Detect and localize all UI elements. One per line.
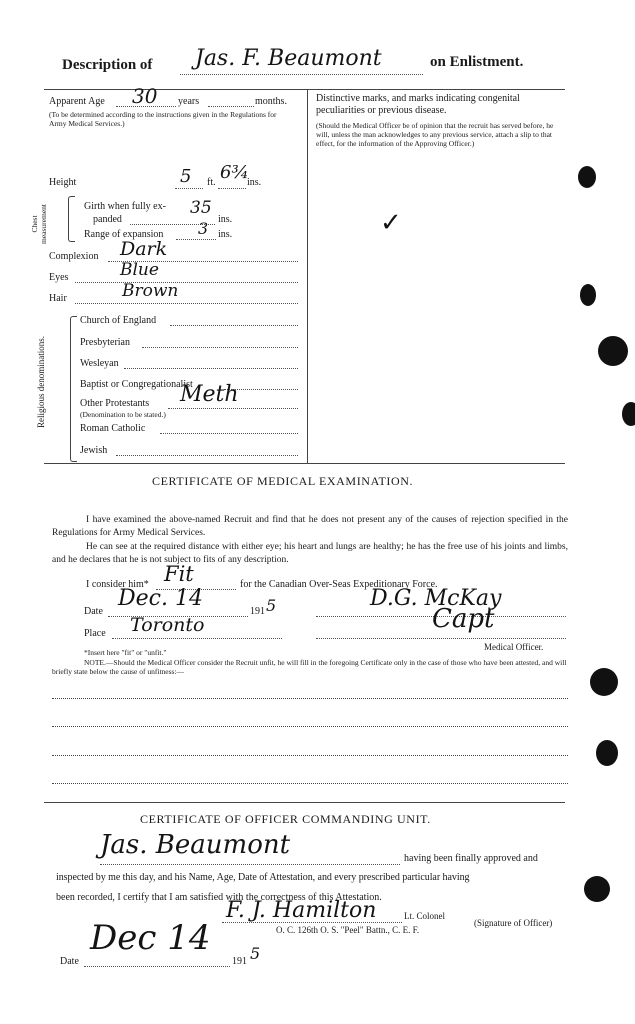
medical-officer-signature: D.G. McKay [370, 586, 502, 611]
commanding-line1-suffix: having been finally approved and [404, 853, 538, 864]
punch-hole-1 [578, 166, 596, 188]
commanding-heading: CERTIFICATE OF OFFICER COMMANDING UNIT. [140, 812, 431, 826]
line-church-of-england [170, 325, 298, 326]
punch-hole-2 [580, 284, 596, 306]
chest-bracket [68, 196, 75, 242]
top-rule [44, 89, 565, 90]
title-suffix: on Enlistment. [430, 54, 524, 70]
medical-year-digit: 5 [266, 596, 277, 615]
line-jewish [116, 455, 298, 456]
hair-value: Brown [122, 281, 179, 301]
eyes-value: Blue [120, 260, 159, 280]
complexion-label: Complexion [49, 251, 99, 262]
title-name-line [180, 74, 423, 75]
religion-bracket [70, 316, 77, 462]
punch-hole-6 [596, 740, 618, 766]
girth-label-1: Girth when fully ex- [84, 201, 166, 212]
months-line [208, 106, 254, 107]
recruit-name: Jas. F. Beaumont [195, 46, 382, 71]
medical-date-value: Dec. 14 [118, 586, 203, 611]
description-bottom-rule [44, 463, 565, 464]
chest-label: Chest measurement [30, 204, 48, 244]
hair-line [75, 303, 298, 304]
medical-officer-rank: Capt [432, 604, 495, 634]
other-protestants-value: Meth [180, 382, 239, 407]
commanding-line3: been recorded, I certify that I am satisfied with the correctness of this Attestation. [56, 892, 382, 903]
expansion-label: Range of expansion [84, 229, 164, 240]
denomination-presbyterian: Presbyterian [80, 337, 130, 348]
commanding-year-digit: 5 [250, 944, 261, 963]
punch-hole-5 [590, 668, 618, 696]
height-inches-label: ins. [247, 177, 262, 188]
commanding-line2: inspected by me this day, and his Name, Age, Date of Attestation, and every prescribed particular having [56, 872, 470, 883]
denomination-other-protestants: Other Protestants [80, 398, 150, 409]
consider-label: I consider him* [86, 579, 149, 590]
denomination-roman-catholic: Roman Catholic [80, 423, 146, 434]
commanding-date-value: Dec 14 [90, 918, 211, 958]
distinctive-mark-tick: ✓ [380, 208, 402, 238]
years-label: years [178, 96, 200, 107]
medical-heading: CERTIFICATE OF MEDICAL EXAMINATION. [152, 474, 414, 488]
age-note: (To be determined according to the instructions given in the Regulations for Army Medical Services.) [49, 110, 277, 128]
commanding-signature-label: (Signature of Officer) [474, 918, 553, 928]
months-label: months. [255, 96, 287, 107]
commanding-name-line [100, 864, 400, 865]
medical-officer-label: Medical Officer. [484, 642, 544, 652]
complexion-value: Dark [120, 238, 168, 260]
height-feet-line [175, 188, 203, 189]
punch-hole-4 [622, 402, 635, 426]
denomination-jewish: Jewish [80, 445, 108, 456]
eyes-line [75, 282, 298, 283]
consider-suffix: for the Canadian Over-Seas Expeditionary Force. [240, 579, 438, 590]
line-roman-catholic [160, 433, 298, 434]
column-divider [307, 89, 308, 463]
commanding-year-prefix: 191 [232, 956, 247, 967]
girth-unit: ins. [218, 214, 233, 225]
age-label: Apparent Age [49, 96, 105, 107]
form-title [62, 57, 152, 74]
punch-hole-7 [584, 876, 610, 902]
place-line [112, 638, 282, 639]
unfitness-line-1 [52, 698, 568, 699]
hair-label: Hair [49, 293, 67, 304]
height-feet: 5 [180, 166, 192, 187]
unfit-note: NOTE.—Should the Medical Officer consider the Recruit unfit, he will fill in the foregoing Certificate only in the case of those who have been attested, and will briefly state below the cause of unfitness:— [52, 658, 567, 676]
distinctive-marks-heading: Distinctive marks, and marks indicating congenital peculiarities or previous disease. [316, 93, 520, 116]
age-value: 30 [132, 84, 158, 108]
title-prefix: Description of [62, 57, 153, 73]
height-inches: 6¾ [220, 162, 249, 183]
commanding-unit: O. C. 126th O. S. "Peel" Battn., C. E. F. [276, 925, 420, 935]
eyes-label: Eyes [49, 272, 69, 283]
commanding-rank: Lt. Colonel [404, 911, 445, 921]
commanding-date-label: Date [60, 956, 79, 967]
girth-value: 35 [190, 198, 212, 218]
feet-label: ft. [207, 177, 216, 188]
expansion-unit: ins. [218, 229, 233, 240]
unfitness-line-4 [52, 783, 568, 784]
medical-paragraph-2: He can see at the required distance with either eye; his heart and lungs are healthy; he has the free use of his joints and limbs, and he declares that he is not subject to fits of any description. [52, 542, 568, 565]
line-wesleyan [124, 368, 298, 369]
line-presbyterian [142, 347, 298, 348]
consider-value: Fit [164, 562, 194, 586]
denomination-wesleyan: Wesleyan [80, 358, 119, 369]
place-label: Place [84, 628, 106, 639]
denomination-church-of-england: Church of England [80, 315, 157, 326]
distinctive-marks-note: (Should the Medical Officer be of opinion that the recruit has served before, he will, unless the man acknowledges to any previous service, attach a slip to that effect, for the information of the Approving Officer.) [316, 121, 554, 148]
medical-date-label: Date [84, 606, 103, 617]
commanding-name-value: Jas. Beaumont [100, 830, 291, 860]
commanding-signature: F. J. Hamilton [226, 898, 377, 923]
section-divider [44, 802, 565, 803]
medical-year-prefix: 191 [250, 606, 265, 617]
height-inches-line [218, 188, 246, 189]
commanding-date-line [84, 966, 230, 967]
place-value: Toronto [130, 614, 205, 636]
fit-footnote: *Insert here "fit" or "unfit." [84, 648, 167, 657]
punch-hole-3 [598, 336, 628, 366]
expansion-line [176, 239, 216, 240]
officer-rank-line [316, 638, 566, 639]
denomination-note: (Denomination to be stated.) [80, 410, 166, 419]
religion-label: Religious denominations. [36, 336, 46, 428]
unfitness-line-3 [52, 755, 568, 756]
medical-paragraph-1: I have examined the above-named Recruit and find that he does not present any of the causes of rejection specified in the Regulations for Army Medical Services. [52, 515, 568, 538]
girth-label-2: panded [93, 214, 122, 225]
height-label: Height [49, 177, 77, 188]
expansion-value: 3 [198, 219, 209, 238]
line-other-protestants [168, 408, 298, 409]
unfitness-line-2 [52, 726, 568, 727]
denomination-baptist: Baptist or Congregationalist [80, 379, 193, 390]
